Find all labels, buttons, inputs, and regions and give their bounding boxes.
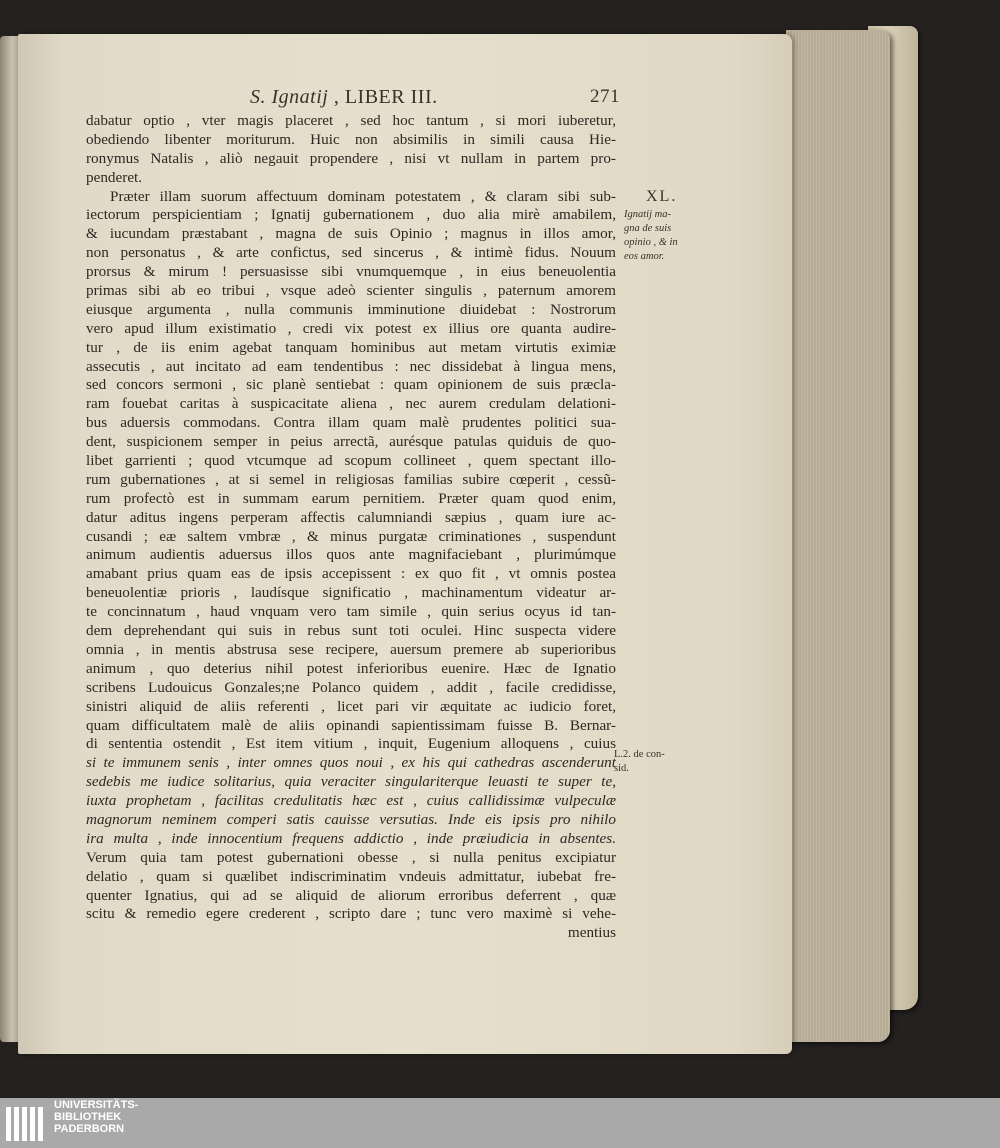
body-text [86,112,616,943]
running-head-separator: , [328,86,345,108]
text-line: obediendo libenter moriturum. Huic non absimilis in simili causa Hie- [86,130,616,148]
running-head [90,86,620,110]
text-line: rum profectò est in summam earum pernitiem. Præter quam quod enim, [86,489,616,507]
library-logo-text [54,1099,138,1135]
running-head-book: LIBER III. [344,86,438,108]
logo-line-1: UNIVERSITÄTS- [54,1099,139,1111]
footer-bar [0,1098,1000,1148]
text-line: dem deprehendant qui suis in rebus sunt toti oculei. Hinc suspecta videre [86,622,616,640]
text-line: quenter Ignatius, qui ad se aliquid de aliorum erroribus deferrent , quæ [86,886,616,904]
marginal-note-line: Ignatij ma- [624,209,671,220]
text-line: prorsus & mirum ! persuasisse sibi vnumquemque , in eius beneuolentia [86,263,616,281]
text-line: ram fouebat caritas à suspicacitate aliena , nec aurem credulam delationi- [86,395,616,413]
marginal-note-line: sid. [614,763,629,774]
marginal-note-citation [614,748,694,776]
marginal-note-line: L.2. de con- [614,749,665,760]
text-line: scitu & remedio egere crederent , scripto dare ; tunc vero maximè si vehe- [86,905,616,923]
text-line: rum gubernationes , at si semel in religiosas familias subire cœperit , cessũ- [86,470,616,488]
text-line: delatio , quam si quælibet indiscriminatim vndeuis admittatur, iubebat fre- [86,867,616,885]
text-line: Præter illam suorum affectuum dominam potestatem , & claram sibi sub- [110,187,616,205]
text-line: ira multa , inde innocentium frequens addictio , inde præiudicia in absentes. [86,829,616,847]
text-line: di sententia ostendit , Est item vitium , inquit, Eugenium alloquens , cuius [86,735,616,753]
text-line: scribens Ludouicus Gonzales;ne Polanco quidem , addit , facile credidisse, [86,678,616,696]
marginal-note-line: opinio , & in [624,237,678,248]
text-line: penderet. [86,168,143,186]
text-line: vero apud illum existimatio , credi vix potest ex illius ore quanta audire- [86,319,616,337]
text-line: dabatur optio , vter magis placeret , sed hoc tantum , si mori iuberetur, [86,112,616,129]
chapter-number: XL. [646,188,678,205]
text-line: eiusque argumenta , nulla communis imminutione diuidebat : Nostrorum [86,300,616,318]
text-line: & iucundam præstabant , magna de suis Opinio ; magnus in illos amor, [86,225,616,243]
text-line: non personatus , & arte confictus, sed sincerus , & intimè fidus. Nouum [86,244,616,262]
text-line: amabant prius quam eas de ipsis accepissent : ex quo fit , vt omnis postea [86,565,616,583]
marginal-note-opinio [624,208,714,264]
marginal-note-line: gna de suis [624,223,672,234]
text-line: omnia , in mentis abstrusa sese recipere, auersum premere ab superioribus [86,640,616,658]
library-logo-icon [4,1101,50,1145]
text-line: mentius [567,924,616,942]
text-line: tur , de iis enim agebat tanquam hominibus aut metam virtutis eximiæ [86,338,616,356]
logo-line-3: PADERBORN [54,1123,125,1135]
text-line: iuxta prophetam , facilitas credulitatis hæc est , cuius callidissimæ vulpeculæ [86,792,616,810]
running-head-title [250,86,438,109]
text-line: libet garrienti ; quod vtcumque ad scopum collineet , quem spectant illo- [86,452,616,470]
text-line: beneuolentiæ prioris , laudísque significatio , machinamentum videatur ar- [86,584,616,602]
running-head-author: S. Ignatij [250,86,329,108]
text-line: magnorum neminem comperi satis cauisse versutias. Inde eis ipsis pro nihilo [86,810,616,828]
text-line: si te immunem senis , inter omnes quos noui , ex his qui cathedras ascenderunt [86,754,616,772]
text-line: datur aditus ingens perperam affectis calumniandi sæpius , quam iure ac- [86,508,616,526]
text-line: ronymus Natalis , aliò negauit propendere , nisi vt nullam in partem pro- [86,149,616,167]
text-line: primas sibi ab eo tribui , vsque adeò scienter singulis , paternum amorem [86,282,616,300]
logo-line-2: BIBLIOTHEK [54,1111,122,1123]
page-edges [786,30,890,1042]
text-line: sinistri aliquid de aliis referenti , licet pari vir æquitate ac iudicio foret, [86,697,616,715]
text-line: animum audientis aduersus illos quos ante magnifaciebant , plurimúmque [86,546,616,564]
text-line: sedebis me iudice solitarius, quia veraciter singulariterque leuasti te super te, [86,773,616,791]
text-line: Verum quia tam potest gubernationi obesse , si nulla penitus excipiatur [86,848,616,866]
marginal-note-line: eos amor. [624,251,665,262]
text-line: iectorum perspicientiam ; Ignatij gubernationem , duo alia mirè amabilem, [86,206,616,224]
text-line: quam difficultatem malè de aliis opinandi sapientissimam fuisse B. Bernar- [86,716,616,734]
text-line: sed concors sermoni , sic planè sentiebat : quam opinionem de suis præcla- [86,376,616,394]
text-line: cusandi ; eæ saltem vmbræ , & minus purgatæ criminationes , suspendunt [86,527,616,545]
text-line: dent, suspicionem semper in peius arrectã, aurésque patulas quiduis de quo- [86,433,616,451]
facing-page-edge [0,36,20,1042]
text-line: animum , quo deterius nihil potest inferioribus euenire. Hæc de Ignatio [86,659,616,677]
text-line: te concinnatum , haud vnquam vero tam simile , quin serius ocyus id tan- [86,603,616,621]
page-number: 271 [590,86,620,107]
text-line: assecutis , aut incitato ad eam tendentibus : nec dissidebat à lingua mens, [86,357,616,375]
text-line: bus aduersis commodans. Contra illam quam malè prudentes politici sua- [86,414,616,432]
